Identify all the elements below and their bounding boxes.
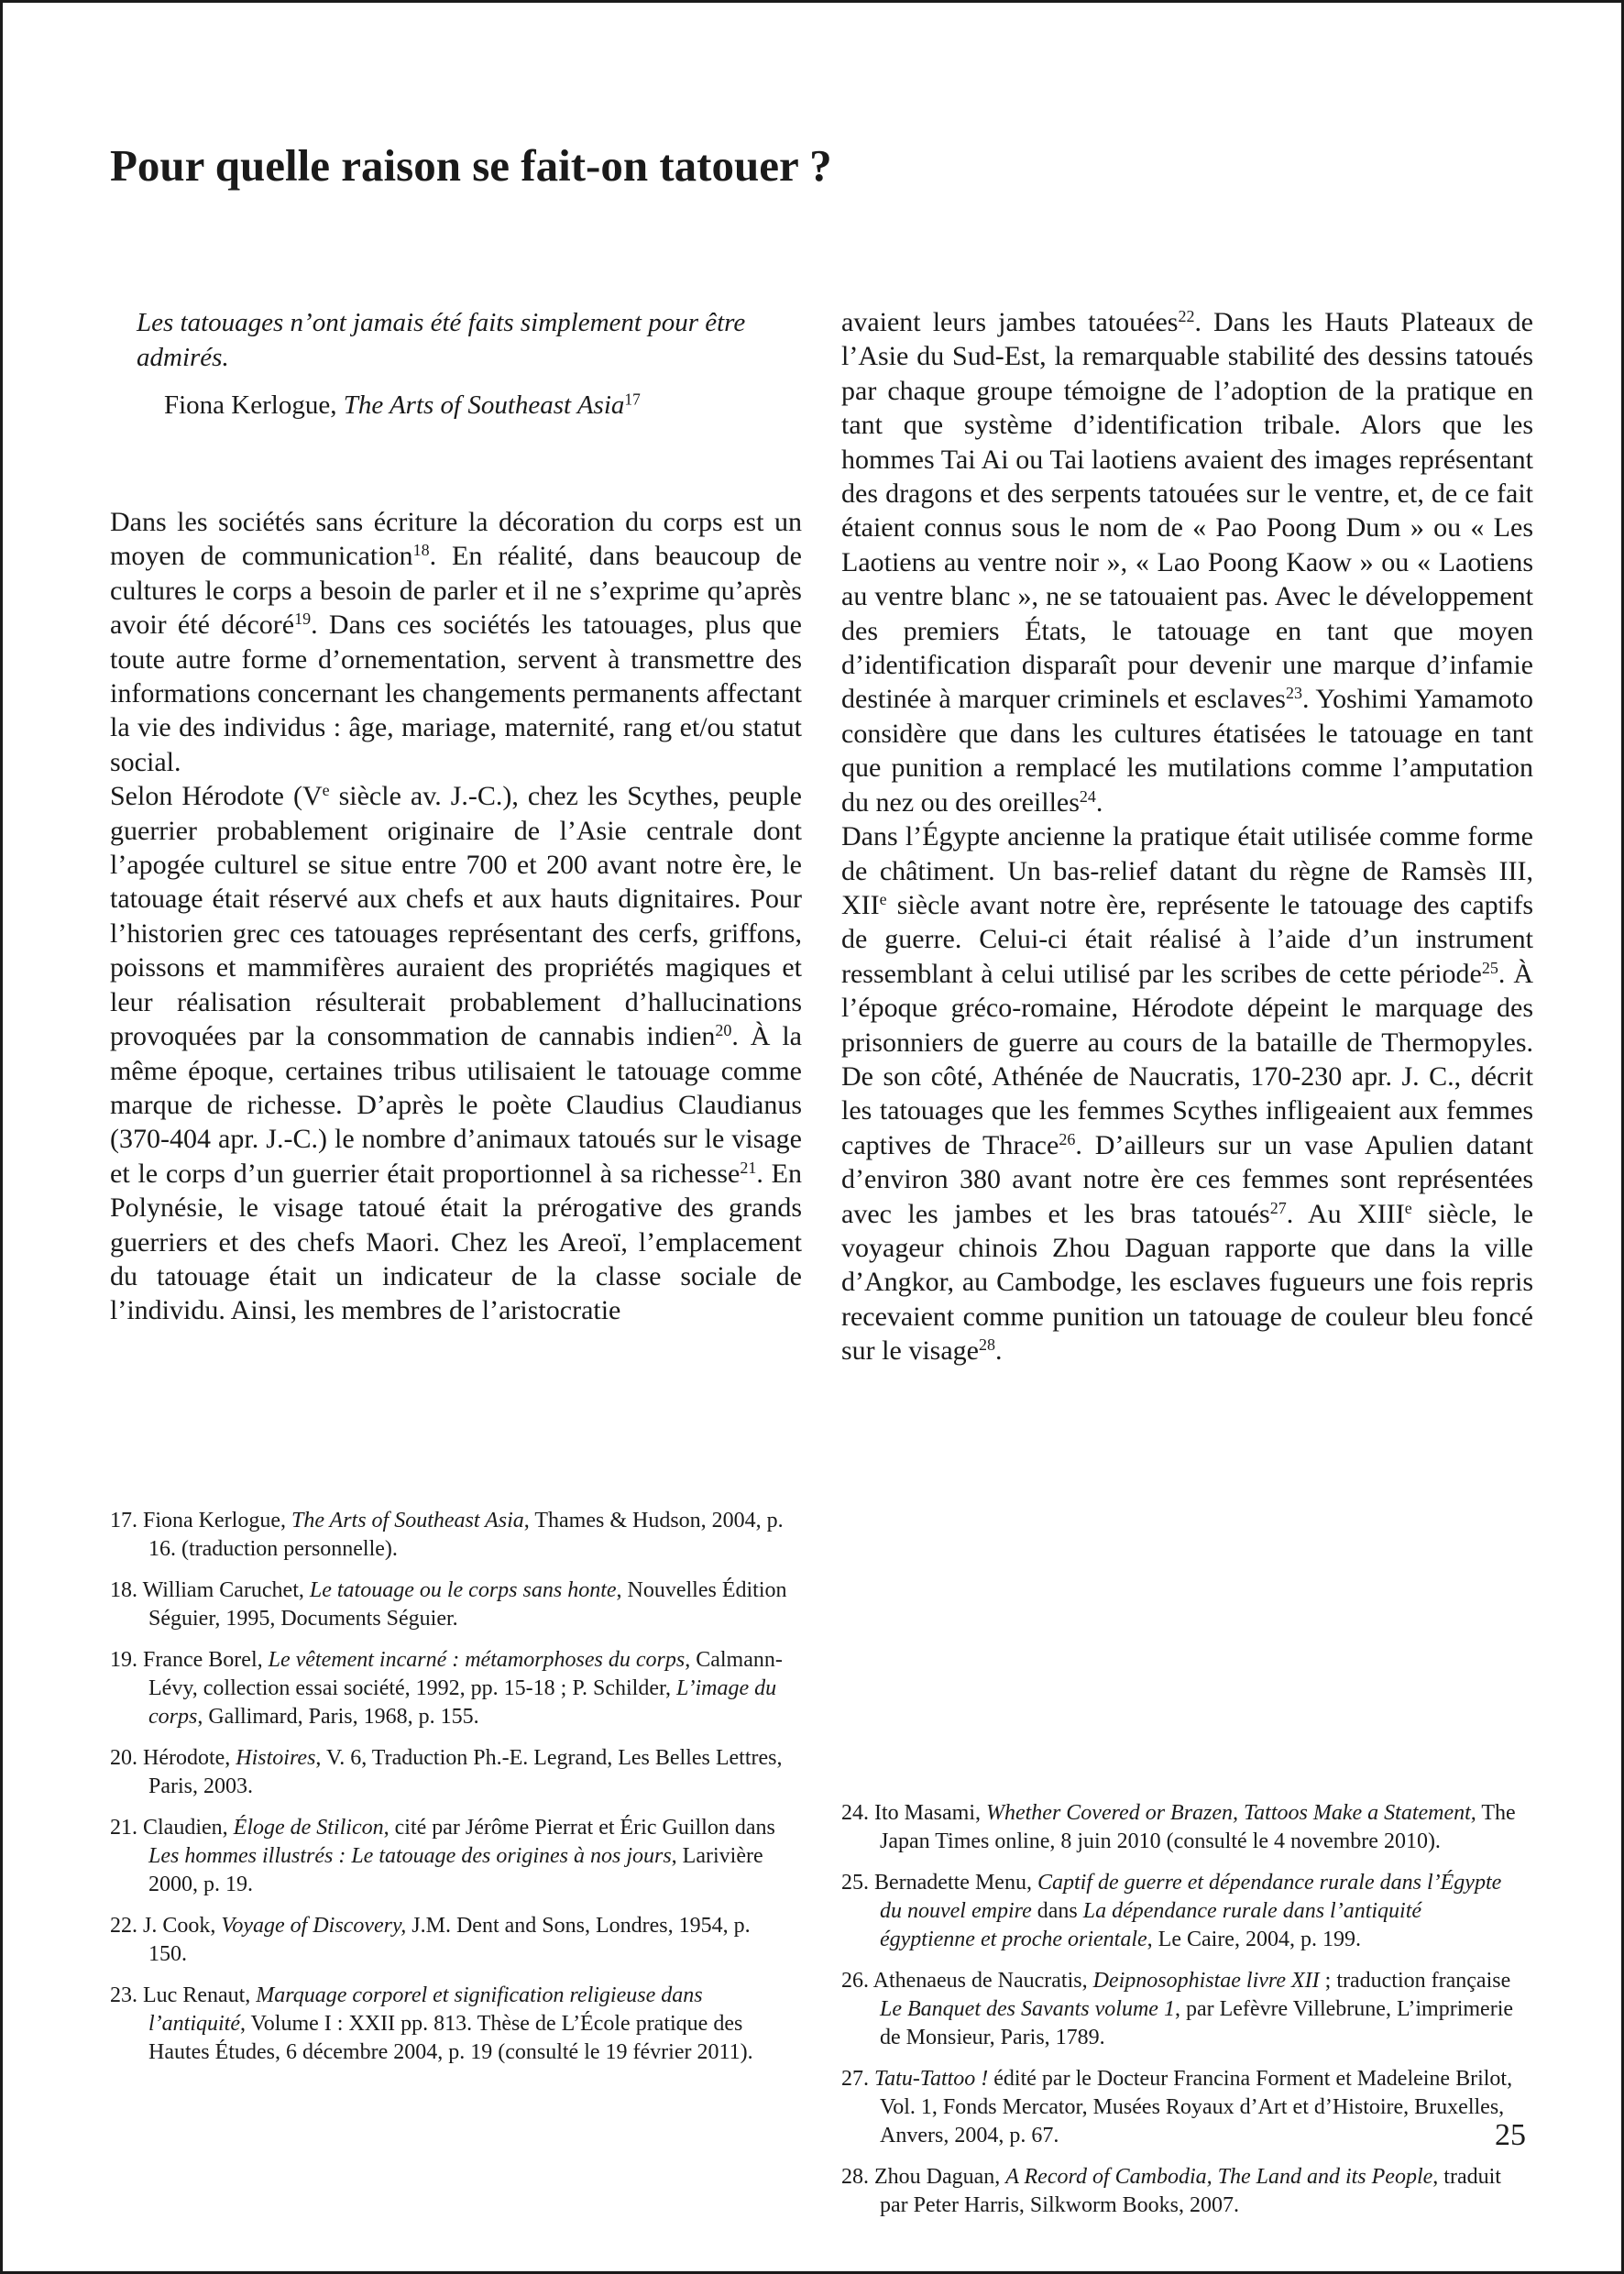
page-title: Pour quelle raison se fait-on tatouer ? bbox=[110, 140, 832, 191]
italic-title: Le tatouage ou le corps sans honte bbox=[309, 1578, 617, 1602]
text-run: 28. Zhou Daguan, bbox=[841, 2165, 1006, 2189]
page-number: 25 bbox=[1495, 2118, 1526, 2152]
footnote bbox=[110, 1912, 788, 1969]
text-run: . bbox=[1095, 786, 1103, 818]
italic-title: Histoires bbox=[236, 1746, 316, 1770]
footnote-ref: 25 bbox=[1481, 958, 1498, 977]
footnote-ref: e bbox=[322, 781, 330, 800]
italic-title: Tatu-Tattoo ! bbox=[874, 2067, 989, 2091]
footnote-ref: e bbox=[879, 890, 887, 909]
text-run: siècle, le voyageur chinois Zhou Daguan rapporte que dans la ville d’Angkor, au Cambodge, les esclaves fugueurs une fois repris recevaient comme punition un tatouage de couleur bleu foncé sur le visage bbox=[841, 1198, 1533, 1367]
text-run: 17. Fiona Kerlogue, bbox=[110, 1509, 291, 1532]
text-run: . En Polynésie, le visage tatoué était la prérogative des grands guerriers et des chefs Maori. Chez les Areoï, l’emplacement du tatouage était un indicateur de la classe sociale de l’individu. Ainsi, les membres de l’aristocratie bbox=[110, 1158, 802, 1326]
epigraph bbox=[137, 305, 796, 423]
body-paragraph bbox=[110, 505, 802, 779]
italic-title: Voyage of Discovery, bbox=[221, 1914, 407, 1938]
footnote bbox=[110, 1744, 788, 1801]
text-run: dans bbox=[1031, 1899, 1083, 1923]
text-run: , Volume I : XXII pp. 813. Thèse de L’École pratique des Hautes Études, 6 décembre 2004, p. 19 (consulté le 19 février 2011). bbox=[148, 2012, 753, 2064]
italic-title: The Arts of Southeast Asia bbox=[291, 1509, 524, 1532]
footnote bbox=[110, 1507, 788, 1564]
text-run: , V. 6, Traduction Ph.-E. Legrand, Les Belles Lettres, Paris, 2003. bbox=[148, 1746, 783, 1798]
text-run: , Le Caire, 2004, p. 199. bbox=[1147, 1928, 1361, 1951]
footnote bbox=[110, 1576, 788, 1633]
text-run: Selon Hérodote (V bbox=[110, 781, 323, 812]
text-run: 27. bbox=[841, 2067, 874, 2091]
footnotes-right bbox=[841, 1799, 1520, 2233]
text-run: . À l’époque gréco-romaine, Hérodote dépeint le marquage des prisonniers de guerre au cours de la bataille de Thermopyles. De son côté, Athénée de Naucratis, 170-230 apr. J. C., décrit les tatouages que les femmes Scythes infligeaient aux femmes captives de Thrace bbox=[841, 958, 1534, 1160]
body-paragraph bbox=[110, 779, 802, 1328]
epigraph-work: The Arts of Southeast Asia bbox=[343, 390, 625, 420]
footnote-ref: 22 bbox=[1178, 307, 1195, 326]
footnote-ref: 23 bbox=[1286, 684, 1302, 703]
footnotes-left bbox=[110, 1507, 788, 2080]
text-run: Dans les sociétés sans écriture la décoration du corps est un moyen de communication bbox=[110, 507, 802, 572]
text-run: , Gallimard, Paris, 1968, p. 155. bbox=[197, 1705, 479, 1729]
epigraph-quote: Les tatouages n’ont jamais été faits simplement pour être admirés. bbox=[137, 308, 746, 372]
footnote bbox=[110, 1646, 788, 1731]
italic-title: Le Banquet des Savants volume 1 bbox=[880, 1997, 1175, 2021]
text-run: siècle avant notre ère, représente le tatouage des captifs de guerre. Celui-ci était réalisé à l’aide d’un instrument ressemblant à celui utilisé par les scribes de cette période bbox=[841, 889, 1533, 989]
text-run: 19. France Borel, bbox=[110, 1648, 269, 1672]
text-run: , traduit par Peter Harris, Silkworm Books, 2007. bbox=[880, 2165, 1501, 2217]
footnote-ref: e bbox=[1404, 1198, 1412, 1217]
body-paragraph bbox=[841, 305, 1533, 819]
text-run: . En réalité, dans beaucoup de cultures le corps a besoin de parler et il ne s’exprime qu’après avoir été décoré bbox=[110, 541, 802, 641]
text-run: Dans l’Égypte ancienne la pratique était utilisée comme forme de châtiment. Un bas-relief datant du règne de Ramsès III, XII bbox=[841, 821, 1533, 920]
italic-title: L’image du corps bbox=[148, 1676, 777, 1729]
italic-title: A Record of Cambodia, The Land and its People bbox=[1005, 2165, 1433, 2189]
text-run: 25. Bernadette Menu, bbox=[841, 1871, 1037, 1895]
text-run: J.M. Dent and Sons, Londres, 1954, p. 150. bbox=[148, 1914, 751, 1966]
text-run: 18. William Caruchet, bbox=[110, 1578, 310, 1602]
italic-title: Captif de guerre et dépendance rurale dans l’Égypte du nouvel empire bbox=[880, 1871, 1502, 1923]
italic-title: La dépendance rurale dans l’antiquité égyptienne et proche orientale bbox=[880, 1899, 1422, 1951]
footnote bbox=[841, 1799, 1520, 1856]
text-run: . À la même époque, certaines tribus utilisaient le tatouage comme marque de richesse. D’après le poète Claudius Claudianus (370-404 apr. J.-C.) le nombre d’animaux tatoués sur le visage et le corps d’un guerrier était proportionnel à sa richesse bbox=[110, 1021, 802, 1189]
text-run: . D’ailleurs sur un vase Apulien datant d’environ 380 avant notre ère ces femmes sont représentées avec les jambes et les bras tatoués bbox=[841, 1129, 1533, 1229]
footnote bbox=[110, 1814, 788, 1899]
text-run: . Dans les Hauts Plateaux de l’Asie du Sud-Est, la remarquable stabilité des dessins tatoués par chaque groupe témoigne de l’adoption de la pratique en tant que système d’identification tribale. Alors que les hommes Tai Ai ou Tai laotiens avaient des images représentant des dragons et des serpents tatouées sur le ventre, et, de ce fait étaient connus sous le nom de « Pao Poong Dum » ou « Les Laotiens au ventre noir », « Lao Poong Kaow » ou « Laotiens au ventre blanc », ne se tatouaient pas. Avec le développement des premiers États, le tatouage en tant que moyen d’identification disparaît pour devenir une marque d’infamie destinée à marquer criminels et esclaves bbox=[841, 307, 1533, 715]
italic-title: Whether Covered or Brazen, Tattoos Make a Statement, bbox=[985, 1801, 1476, 1825]
footnote bbox=[841, 1869, 1520, 1954]
footnote-ref: 24 bbox=[1079, 786, 1096, 806]
footnote bbox=[110, 1982, 788, 2067]
text-run: . Yoshimi Yamamoto considère que dans les cultures étatisées le tatouage en tant que punition a remplacé les mutilations comme l’amputation du nez ou des oreilles bbox=[841, 684, 1533, 818]
text-run: siècle av. J.-C.), chez les Scythes, peuple guerrier probablement originaire de l’Asie centrale dont l’apogée culturel se situe entre 700 et 200 avant notre ère, le tatouage était réservé aux chefs et aux hauts dignitaires. Pour l’historien grec ces tatouages représentant des cerfs, griffons, poissons et mammifères auraient des propriétés magiques et leur réalisation résulterait probablement d’hallucinations provoquées par la consommation de cannabis indien bbox=[110, 781, 802, 1052]
text-run: 21. Claudien, bbox=[110, 1816, 234, 1840]
text-run: , par Lefèvre Villebrune, L’imprimerie de Monsieur, Paris, 1789. bbox=[880, 1997, 1514, 2049]
text-run: . Au XIII bbox=[1286, 1198, 1405, 1229]
footnote-ref: 20 bbox=[715, 1021, 732, 1040]
text-run: , Larivière 2000, p. 19. bbox=[148, 1844, 763, 1896]
footnote-ref: 17 bbox=[624, 390, 641, 409]
text-run: 26. Athenaeus de Naucratis, bbox=[841, 1969, 1093, 1993]
epigraph-author: Fiona Kerlogue, bbox=[164, 390, 344, 420]
text-run: ; traduction française bbox=[1319, 1969, 1511, 1993]
footnote-ref: 28 bbox=[978, 1335, 995, 1355]
italic-title: Les hommes illustrés : Le tatouage des origines à nos jours bbox=[148, 1844, 672, 1868]
italic-title: Deipnosophistae livre XII bbox=[1092, 1969, 1320, 1993]
footnote bbox=[841, 2163, 1520, 2220]
footnote-ref: 18 bbox=[412, 541, 430, 560]
italic-title: Le vêtement incarné : métamorphoses du corps bbox=[268, 1648, 686, 1672]
left-column bbox=[110, 505, 802, 1328]
body-paragraph bbox=[841, 819, 1533, 1368]
text-run: 22. J. Cook, bbox=[110, 1914, 222, 1938]
text-run: 24. Ito Masami, bbox=[841, 1801, 986, 1825]
text-run: , Thames & Hudson, 2004, p. 16. (traduction personnelle). bbox=[148, 1509, 784, 1561]
text-run: édité par le Docteur Francina Forment et Madeleine Brilot, Vol. 1, Fonds Mercator, Musées Royaux d’Art et d’Histoire, Bruxelles, Anvers, 2004, p. 67. bbox=[880, 2067, 1513, 2148]
footnote-ref: 21 bbox=[740, 1158, 757, 1177]
text-run: , cité par Jérôme Pierrat et Éric Guillon dans bbox=[383, 1816, 775, 1840]
italic-title: Marquage corporel et signification religieuse dans l’antiquité bbox=[148, 1983, 703, 2036]
right-column bbox=[841, 305, 1533, 1368]
footnote bbox=[841, 1967, 1520, 2052]
footnote-ref: 27 bbox=[1269, 1198, 1287, 1217]
text-run: The Japan Times online, 8 juin 2010 (consulté le 4 novembre 2010). bbox=[880, 1801, 1516, 1853]
text-run: . Dans ces sociétés les tatouages, plus que toute autre forme d’ornementation, servent à transmettre des informations concernant les changements permanents affectant la vie des individus : âge, mariage, maternité, rang et/ou statut social. bbox=[110, 610, 802, 777]
epigraph-attribution bbox=[164, 388, 796, 423]
text-run: avaient leurs jambes tatouées bbox=[841, 307, 1179, 337]
text-run: , Nouvelles Édition Séguier, 1995, Documents Séguier. bbox=[148, 1578, 787, 1631]
text-run: 20. Hérodote, bbox=[110, 1746, 236, 1770]
footnote-ref: 26 bbox=[1059, 1129, 1076, 1148]
text-run: , Calmann-Lévy, collection essai société, 1992, pp. 15-18 ; P. Schilder, bbox=[148, 1648, 783, 1700]
footnote bbox=[841, 2065, 1520, 2150]
text-run: 23. Luc Renaut, bbox=[110, 1983, 257, 2007]
footnote-ref: 19 bbox=[294, 610, 312, 629]
text-run: . bbox=[994, 1335, 1003, 1367]
italic-title: Éloge de Stilicon bbox=[233, 1816, 384, 1840]
